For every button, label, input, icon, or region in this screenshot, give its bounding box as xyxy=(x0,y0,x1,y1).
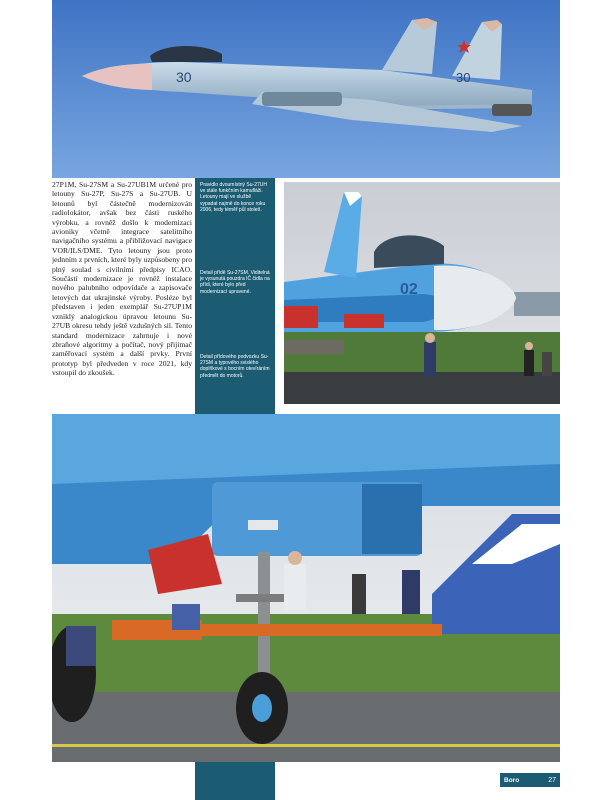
mid-aircraft-number: 02 xyxy=(400,281,418,298)
photo-landing-gear xyxy=(52,414,560,762)
article-body-text: 27P1M, Su-27SM a Su-27UB1M určené pro letouny Su-27P, Su-27S a Su-27UB. U letounů byl částečně modernizován radiolokátor, avšak bez části ruského výrobku, a rovněž došlo k modernizaci avioniky včetně integrace satelitního navigačního systému a přibližovací navigace VOR/ILS/DME. Tyto letouny jsou proto jednním z prvních, které byly uzpůsobeny pro plný soulad s civilními předpisy ICAO. Součástí modernizace je rovněž instalace nového palubního odpovídače a zapisovače letových dat ukrajinské výroby. Posléze byl představen i jeden exemplář Su-27UP1M vzniklý analogickou úpravou letounu Su-27UB okresu tehdy ještě vzdušných sil. Tento standard modernizace zahrnuje i nové zbraňové algoritmy a počítač, nový přijímač zaměřovací systém a další prvky. První prototyp byl předveden v roce 2021, kdy vstoupil do zkoušek. xyxy=(52,180,192,378)
footer-page-tag xyxy=(500,773,560,787)
photo-nose-detail xyxy=(284,182,560,404)
footer-section-label: Boro xyxy=(504,776,520,784)
caption-panel xyxy=(195,178,275,414)
top-aircraft-number: 30 xyxy=(176,69,192,85)
caption-bottom-photo: Detail přídového podvozku Su-27SM a typového svislého doplňkové s bocním otevíráním předmět do motorů. xyxy=(200,354,270,379)
tail-number: 30 xyxy=(456,70,471,85)
caption-top-photo: Pravidlo dvoumístný Su-27UH ve stále funkčním kamufláži. Letouny mají ve službě vypadat najmě do konce roku 2006, tedy téměř půl století. xyxy=(200,182,267,213)
page-number: 27 xyxy=(548,776,556,784)
caption-mid-photo: Detail přídě Su-27SM. Viditelná je vysunutá pouzdra IČ čidla na přídi, které bylo před modernizací upravené. xyxy=(200,270,270,295)
photo-aircraft-in-flight xyxy=(52,0,560,178)
footer-accent-bar xyxy=(195,762,275,800)
